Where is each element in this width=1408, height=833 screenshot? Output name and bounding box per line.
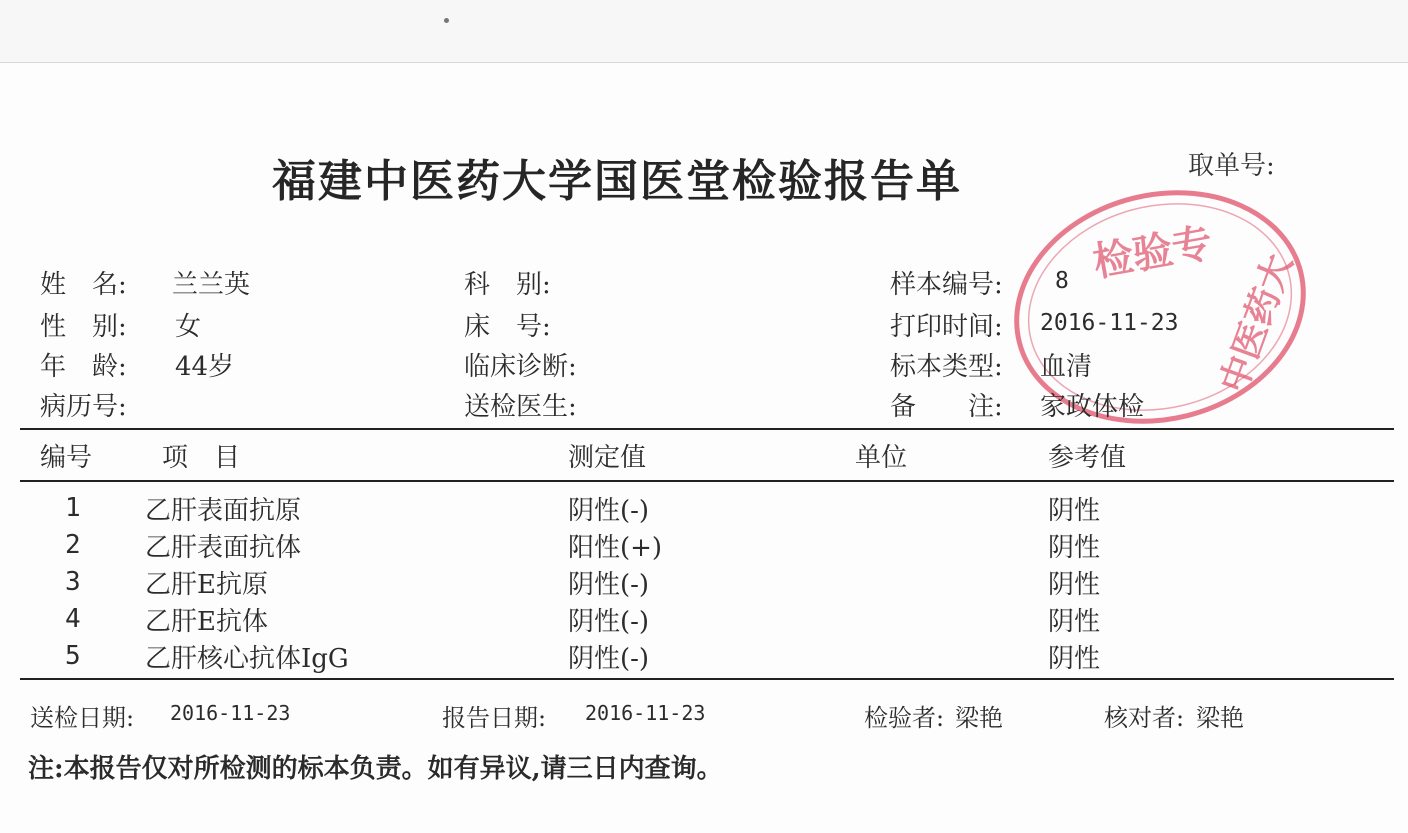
row-number: 2 (65, 530, 81, 560)
sample-number-label: 样本编号: (890, 270, 1003, 300)
patient-gender: 女 (175, 312, 202, 342)
table-bottom-rule (20, 678, 1394, 680)
table-row (0, 527, 1408, 564)
ticket-number-label: 取单号: (1188, 151, 1275, 181)
row-reference: 阴性 (1048, 644, 1101, 674)
row-value: 阴性(-) (568, 570, 650, 600)
table-row (0, 490, 1408, 527)
remark: 家政体检 (1040, 392, 1145, 422)
submit-date-label: 送检日期: (30, 704, 135, 732)
report-title: 福建中医药大学国医堂检验报告单 (272, 156, 962, 207)
inspector-label: 检验者: (864, 704, 945, 732)
row-item: 乙肝核心抗体IgG (145, 644, 349, 674)
gender-label: 性 别: (40, 312, 127, 342)
table-header-rule (20, 480, 1394, 482)
row-reference: 阴性 (1048, 607, 1101, 637)
name-label: 姓 名: (40, 270, 127, 300)
row-item: 乙肝E抗原 (145, 570, 268, 600)
row-value: 阴性(-) (568, 607, 650, 637)
row-number: 4 (65, 604, 81, 634)
patient-name: 兰兰英 (172, 270, 251, 300)
table-row (0, 601, 1408, 638)
bed-number-label: 床 号: (464, 312, 551, 342)
checker-label: 核对者: (1104, 704, 1185, 732)
header-reference: 参考值 (1048, 443, 1127, 473)
sample-type-label: 标本类型: (890, 352, 1003, 382)
row-value: 阴性(-) (568, 496, 650, 526)
sample-number: 8 (1055, 268, 1069, 294)
header-value: 测定值 (568, 443, 647, 473)
row-item: 乙肝E抗体 (145, 607, 268, 637)
submit-date: 2016-11-23 (170, 701, 291, 725)
report-date-label: 报告日期: (442, 704, 547, 732)
row-item: 乙肝表面抗体 (145, 533, 302, 563)
inspector-name: 梁艳 (955, 704, 1003, 732)
row-value: 阴性(-) (568, 644, 650, 674)
header-item: 项 目 (162, 443, 241, 473)
remark-label: 备 注: (890, 392, 1003, 422)
stamp-top-text: 检验专 (1089, 219, 1216, 287)
table-row (0, 638, 1408, 675)
stamp-bottom-text: 中医药大 (1213, 248, 1301, 399)
table-top-rule (20, 428, 1394, 430)
sample-type: 血清 (1040, 352, 1093, 382)
row-reference: 阴性 (1048, 496, 1101, 526)
record-number-label: 病历号: (40, 392, 127, 422)
table-row (0, 564, 1408, 601)
disclaimer-note: 注:本报告仅对所检测的标本负责。如有异议,请三日内查询。 (28, 754, 723, 784)
department-label: 科 别: (464, 270, 551, 300)
row-reference: 阴性 (1048, 570, 1101, 600)
report-date: 2016-11-23 (585, 701, 706, 725)
row-reference: 阴性 (1048, 533, 1101, 563)
row-number: 1 (65, 493, 81, 523)
print-time: 2016-11-23 (1040, 310, 1179, 336)
referring-doctor-label: 送检医生: (464, 392, 577, 422)
row-number: 5 (65, 641, 81, 671)
header-unit: 单位 (855, 443, 908, 473)
paper-speck (444, 18, 449, 23)
checker-name: 梁艳 (1196, 704, 1244, 732)
row-value: 阳性(+) (568, 533, 663, 563)
row-item: 乙肝表面抗原 (145, 496, 302, 526)
header-number: 编号 (40, 443, 93, 473)
patient-age: 44岁 (175, 352, 235, 382)
clinical-diagnosis-label: 临床诊断: (464, 352, 577, 382)
age-label: 年 龄: (40, 352, 127, 382)
row-number: 3 (65, 567, 81, 597)
print-time-label: 打印时间: (890, 312, 1003, 342)
